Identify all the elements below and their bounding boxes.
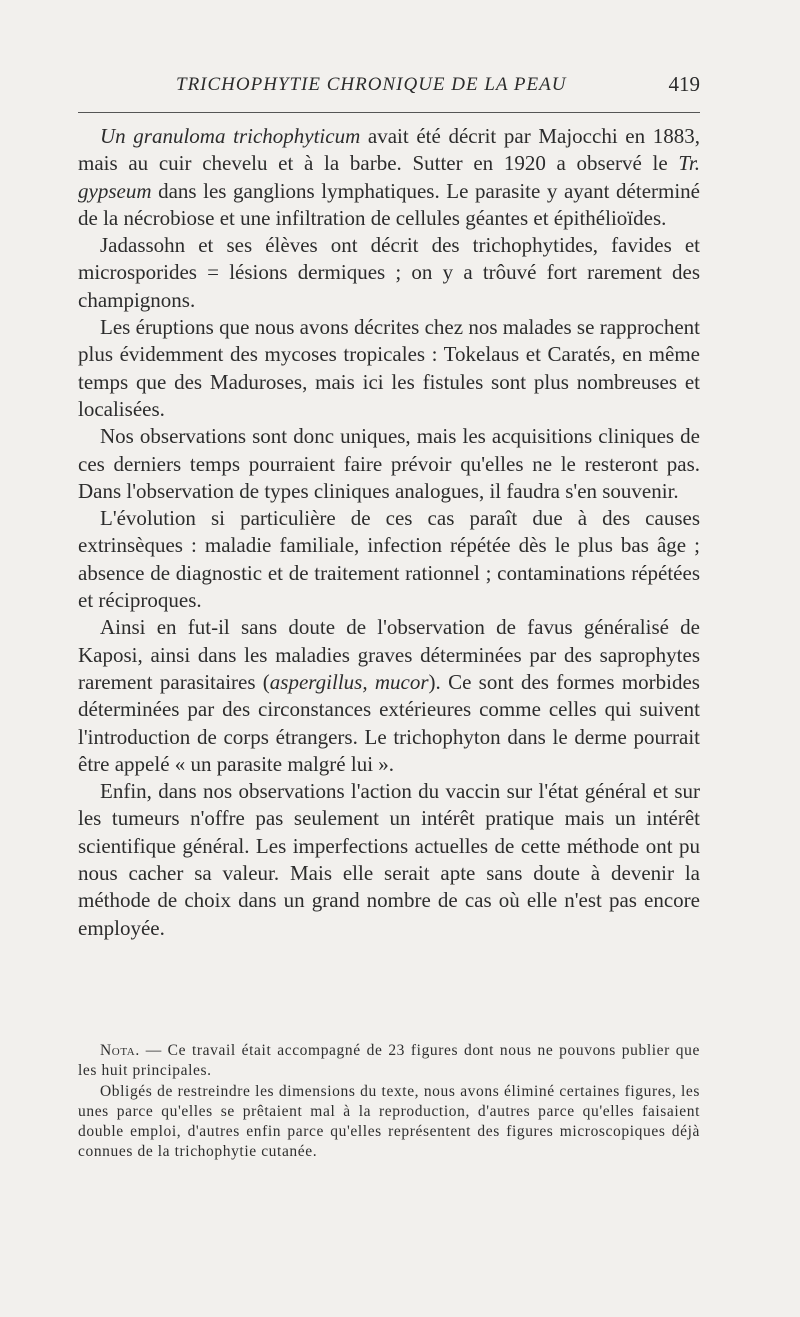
nota-label: Nota. (100, 1042, 140, 1059)
paragraph-6 (78, 614, 700, 778)
nota-paragraph (78, 1041, 700, 1082)
paragraph-1-emphasis-1: Un granuloma trichophyticum (100, 124, 361, 148)
note-paragraph-2: Obligés de restreindre les dimensions du texte, nous avons éliminé certaines figures, les unes parce qu'elles se prêtaient mal à la reproduction, d'autres parce qu'elles faisaient double emploi, d'autres enfin parce qu'elles représentent des figures microscopiques déjà connues de la trichophytie cutanée. (78, 1082, 700, 1161)
paragraph-3: Les éruptions que nous avons décrites chez nos malades se rapprochent plus évidemment des mycoses tropicales : Tokelaus et Caratés, en même temps que des Maduroses, mais ici les fistules sont plus nombreuses et localisées. (78, 315, 700, 421)
footnotes (78, 1041, 700, 1163)
running-title: TRICHOPHYTIE CHRONIQUE DE LA PEAU (176, 74, 567, 95)
paragraph-4: Nos observations sont donc uniques, mais les acquisitions cliniques de ces derniers temps pourraient faire prévoir qu'elles ne le resteront pas. Dans l'observation de types cliniques analogues, il faudra s'en souvenir. (78, 424, 700, 503)
paragraph-1 (78, 123, 700, 232)
paragraph-1-text-1: avait été décrit par Majocchi en 1883, mais au cuir chevelu et à la barbe. Sutter en 1920 a observé le (78, 124, 701, 176)
paragraph-1-text-2: dans les ganglions lymphatiques. Le parasite y ayant déterminé de la nécrobiose et une infiltration de cellules géantes et épithélioïdes. (78, 178, 700, 230)
main-text (78, 123, 700, 942)
paragraph-6-text-1: Ainsi en fut-il sans doute de l'observation de favus généralisé de Kaposi, ainsi dans les maladies graves déterminées par des saprophytes rarement parasitaires ( (78, 615, 700, 694)
paragraph-7: Enfin, dans nos observations l'action du vaccin sur l'état général et sur les tumeurs n'offre pas seulement un intérêt pratique mais un intérêt scientifique général. Les imperfections actuelles de cette méthode ont pu nous cacher sa valeur. Mais elle serait apte sans doute à devenir la méthode de choix dans un grand nombre de cas où elle n'est pas encore employée. (78, 779, 700, 940)
paragraph-5: L'évolution si particulière de ces cas paraît due à des causes extrinsèques : maladie familiale, infection répétée dès le plus bas âge ; absence de diagnostic et de traitement rationnel ; contaminations répétées et réciproques. (78, 506, 700, 613)
page-number: 419 (668, 72, 700, 96)
paragraph-6-text-2: ). Ce sont des formes morbides déterminées par des circonstances extérieures comme celles qui suivent l'introduction de corps étrangers. Le trichophyton dans le derme pourrait être appelé « un parasite malgré lui ». (78, 669, 700, 776)
nota-text: — Ce travail était accompagné de 23 figures dont nous ne pouvons publier que les huit principales. (78, 1042, 700, 1080)
page-header (78, 74, 700, 104)
paragraph-6-emphasis: aspergillus, mucor (269, 669, 429, 694)
paragraph-1-emphasis-2: Tr. gypseum (78, 151, 700, 203)
paragraph-2: Jadassohn et ses élèves ont décrit des trichophytides, favides et microsporides = lésions dermiques ; on y a trôuvé fort rarement des champignons. (78, 233, 700, 312)
header-rule (78, 112, 700, 113)
